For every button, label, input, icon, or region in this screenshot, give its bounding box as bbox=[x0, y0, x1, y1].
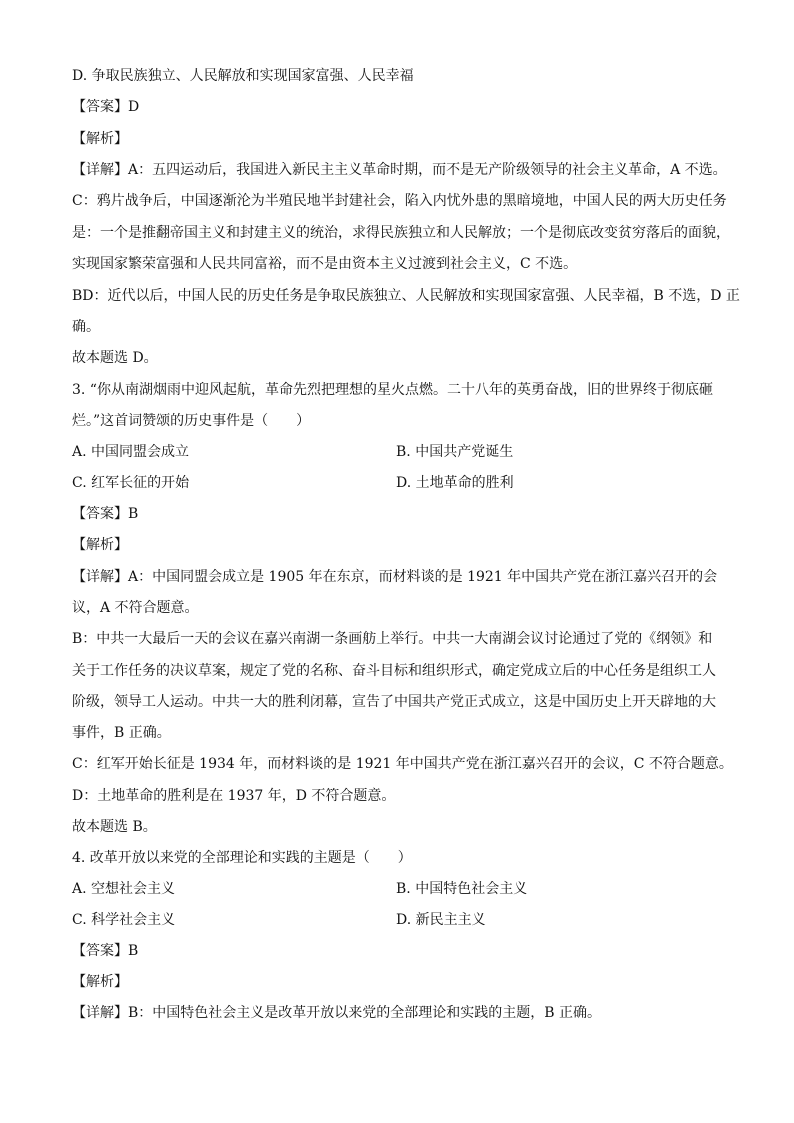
q2-answer: 【答案】D bbox=[72, 99, 140, 115]
q3-explanation-line: C：红军开始长征是 1934 年，而材料谈的是 1921 年中国共产党在浙江嘉兴召开的会议，C 不符合题意。 bbox=[72, 756, 733, 772]
q3-conclusion: 故本题选 B。 bbox=[72, 819, 157, 835]
q2-option-d: D. 争取民族独立、人民解放和实现国家富强、人民幸福 bbox=[72, 68, 414, 84]
q3-option-d: D. 土地革命的胜利 bbox=[396, 475, 514, 491]
q2-analysis-heading: 【解析】 bbox=[72, 131, 128, 147]
q3-analysis-heading: 【解析】 bbox=[72, 537, 128, 553]
q2-explanation-line: 【详解】A：五四运动后，我国进入新民主主义革命时期，而不是无产阶级领导的社会主义革命，A 不选。 bbox=[72, 162, 727, 178]
q3-option-a: A. 中国同盟会成立 bbox=[72, 444, 190, 460]
q3-stem: 烂。”这首词赞颂的历史事件是（ ） bbox=[72, 413, 311, 429]
q4-option-d: D. 新民主主义 bbox=[396, 912, 486, 928]
q3-explanation-line: 议，A 不符合题意。 bbox=[72, 600, 199, 616]
q3-explanation-line: D：土地革命的胜利是在 1937 年，D 不符合题意。 bbox=[72, 788, 396, 804]
q3-option-c: C. 红军长征的开始 bbox=[72, 475, 190, 491]
q3-explanation-line: 【详解】A：中国同盟会成立是 1905 年在东京，而材料谈的是 1921 年中国共产党在浙江嘉兴召开的会 bbox=[72, 569, 718, 585]
q4-option-b: B. 中国特色社会主义 bbox=[396, 881, 528, 897]
q3-explanation-line: 关于工作任务的决议草案，规定了党的名称、奋斗目标和组织形式，确定党成立后的中心任务是组织工人 bbox=[72, 663, 716, 679]
q4-option-c: C. 科学社会主义 bbox=[72, 912, 176, 928]
q2-explanation-line: 是：一个是推翻帝国主义和封建主义的统治，求得民族独立和人民解放；一个是彻底改变贫穷落后的面貌， bbox=[72, 225, 730, 241]
q3-option-b: B. 中国共产党诞生 bbox=[396, 444, 514, 460]
q2-conclusion: 故本题选 D。 bbox=[72, 350, 158, 366]
q4-stem: 4. 改革开放以来党的全部理论和实践的主题是（ ） bbox=[72, 850, 412, 866]
q3-explanation-line: B：中共一大最后一天的会议在嘉兴南湖一条画舫上举行。中共一大南湖会议讨论通过了党的《纲领》和 bbox=[72, 631, 713, 647]
q4-option-a: A. 空想社会主义 bbox=[72, 881, 176, 897]
q3-explanation-line: 事件，B 正确。 bbox=[72, 725, 171, 741]
q4-answer: 【答案】B bbox=[72, 943, 139, 959]
q2-explanation-line: BD：近代以后，中国人民的历史任务是争取民族独立、人民解放和实现国家富强、人民幸福，B 不选，D 正 bbox=[72, 288, 740, 304]
q3-explanation-line: 阶级，领导工人运动。中共一大的胜利闭幕，宣告了中国共产党正式成立，这是中国历史上开天辟地的大 bbox=[72, 694, 716, 710]
q3-stem: 3. “你从南湖烟雨中迎风起航，革命先烈把理想的星火点燃。二十八年的英勇奋战，旧的世界终于彻底砸 bbox=[72, 382, 713, 398]
q2-explanation-line: 确。 bbox=[72, 319, 100, 335]
q4-analysis-heading: 【解析】 bbox=[72, 974, 128, 990]
q4-explanation-line: 【详解】B：中国特色社会主义是改革开放以来党的全部理论和实践的主题，B 正确。 bbox=[72, 1005, 602, 1021]
q3-answer: 【答案】B bbox=[72, 506, 139, 522]
q2-explanation-line: C：鸦片战争后，中国逐渐沦为半殖民地半封建社会，陷入内忧外患的黑暗境地，中国人民的两大历史任务 bbox=[72, 193, 727, 209]
q2-explanation-line: 实现国家繁荣富强和人民共同富裕，而不是由资本主义过渡到社会主义，C 不选。 bbox=[72, 256, 578, 272]
